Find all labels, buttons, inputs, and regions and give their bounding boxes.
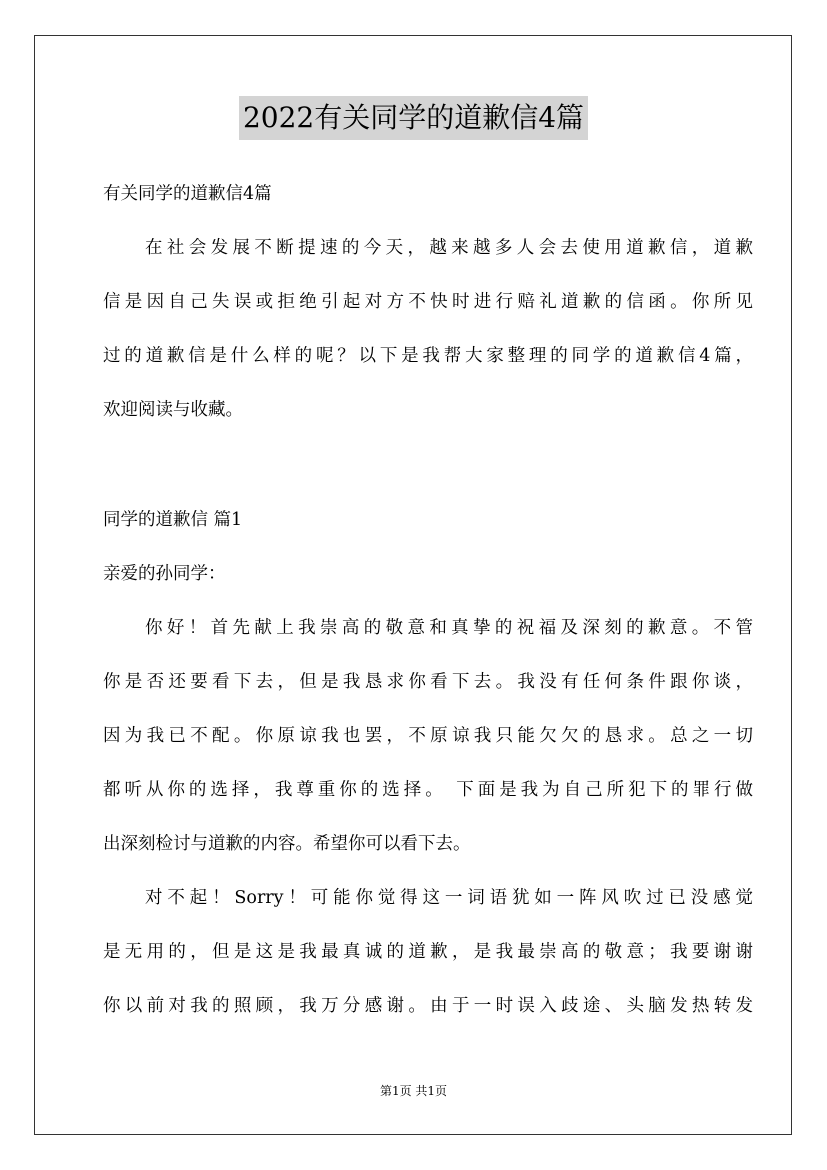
body-line: 出深刻检讨与道歉的内容。希望你可以看下去。 (103, 834, 471, 854)
document-title: 2022有关同学的道歉信4篇 (239, 96, 588, 140)
page-number: 第1页 共1页 (379, 1084, 448, 1098)
body-line: 欢迎阅读与收藏。 (103, 400, 243, 420)
section-heading: 同学的道歉信 篇1 (103, 510, 243, 530)
title-area (0, 96, 827, 144)
body-line: 你是否还要看下去，但是我恳求你看下去。我没有任何条件跟你谈， (103, 672, 753, 692)
body-line: 信是因自己失误或拒绝引起对方不快时进行赔礼道歉的信函。你所见 (103, 292, 753, 312)
salutation: 亲爱的孙同学： (103, 564, 226, 584)
body-line: 你好！首先献上我崇高的敬意和真挚的祝福及深刻的歉意。不管 (145, 618, 753, 638)
body-line: 你以前对我的照顾，我万分感谢。由于一时误入歧途、头脑发热转发 (103, 996, 753, 1016)
body-line: 是无用的，但是这是我最真诚的道歉，是我最崇高的敬意；我要谢谢 (103, 942, 753, 962)
body-line: 都听从你的选择，我尊重你的选择。 下面是我为自己所犯下的罪行做 (103, 780, 753, 800)
body-line: 对不起！Sorry！可能你觉得这一词语犹如一阵风吹过已没感觉 (145, 888, 753, 908)
body-line: 在社会发展不断提速的今天，越来越多人会去使用道歉信，道歉 (145, 238, 753, 258)
body-line: 过的道歉信是什么样的呢？以下是我帮大家整理的同学的道歉信4篇， (103, 346, 753, 366)
page-footer (0, 1082, 827, 1100)
subtitle-line: 有关同学的道歉信4篇 (103, 184, 272, 204)
body-line: 因为我已不配。你原谅我也罢，不原谅我只能欠欠的恳求。总之一切 (103, 726, 753, 746)
